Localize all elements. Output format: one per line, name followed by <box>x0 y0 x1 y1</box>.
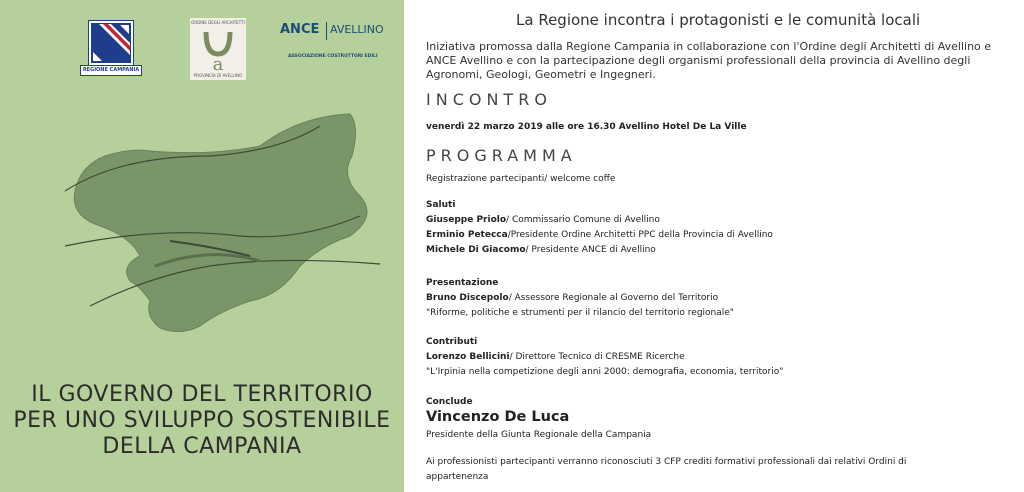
speaker-name: Giuseppe Priolo <box>426 215 507 225</box>
ance-name: ANCE <box>280 22 320 37</box>
svg-text:a: a <box>212 54 224 75</box>
ordine-logo-top-text: ORDINE DEGLI ARCHITETTI <box>191 20 245 25</box>
speaker-role: /Presidente Ordine Architetti PPC della Provincia di Avellino <box>507 230 773 240</box>
contributi-title: "L'Irpinia nella competizione degli anni 2000: demografia, economia, territorio" <box>426 367 784 377</box>
left-panel <box>0 0 404 492</box>
presentazione-speaker <box>426 291 718 306</box>
ordine-logo-bottom-text: PROVINCIA DI AVELLINO <box>193 73 243 78</box>
conclude-heading: Conclude <box>426 397 473 407</box>
programma-heading: PROGRAMMA <box>426 146 577 165</box>
regione-campania-logo <box>78 20 142 76</box>
cfp-note-line-1: Ai professionisti partecipanti verranno riconosciuti 3 CFP crediti formativi professionali dai relativi Ordini di <box>426 457 907 467</box>
campania-logo-label: REGIONE CAMPANIA <box>80 65 142 76</box>
speaker-role: / Direttore Tecnico di CRESME Ricerche <box>509 352 685 362</box>
ance-divider <box>326 22 327 40</box>
cfp-note-line-2: appartenenza <box>426 472 489 482</box>
registration-line: Registrazione partecipanti/ welcome coffe <box>426 174 616 184</box>
presentazione-heading: Presentazione <box>426 278 499 288</box>
presentazione-title: "Riforme, politiche e strumenti per il rilancio del territorio regionale" <box>426 308 734 318</box>
speaker-name: Lorenzo Bellicini <box>426 352 510 362</box>
page-title: La Regione incontra i protagonisti e le comunità locali <box>516 11 921 29</box>
incontro-heading: INCONTRO <box>426 90 552 109</box>
ance-city: AVELLINO <box>330 23 384 36</box>
saluti-heading: Saluti <box>426 200 456 210</box>
ance-subtitle: ASSOCIAZIONE COSTRUTTORI EDILI <box>288 54 378 59</box>
conclude-speaker-role: Presidente della Giunta Regionale della Campania <box>426 430 652 440</box>
speaker-name: Erminio Petecca <box>426 230 508 240</box>
headline-line-2: PER UNO SVILUPPO SOSTENIBILE <box>13 408 391 433</box>
ordine-architetti-logo <box>190 18 246 80</box>
speaker-name: Michele Di Giacomo <box>426 245 526 255</box>
ance-logo <box>280 22 384 62</box>
intro-paragraph: Iniziativa promossa dalla Regione Campania in collaborazione con l'Ordine degli Architetti di Avellino e ANCE Avellino e con la partecipazione degli organismi professionali della provincia di Avellino degli Agronomi, Geologi, Geometri e Ingegneri. <box>426 40 992 81</box>
saluti-item <box>426 228 773 243</box>
logo-bar <box>0 0 404 90</box>
speaker-role: / Commissario Comune di Avellino <box>506 215 660 225</box>
ordine-emblem-icon <box>190 18 246 80</box>
contributi-heading: Contributi <box>426 337 478 347</box>
saluti-item <box>426 243 656 258</box>
headline-line-1: IL GOVERNO DEL TERRITORIO <box>31 382 373 407</box>
contributi-speaker <box>426 350 685 365</box>
territory-map <box>60 96 390 336</box>
speaker-role: / Assessore Regionale al Governo del Territorio <box>508 293 719 303</box>
saluti-item <box>426 213 660 228</box>
speaker-name: Bruno Discepolo <box>426 293 509 303</box>
headline-line-3: DELLA CAMPANIA <box>102 434 302 459</box>
campania-shield-icon <box>88 20 134 66</box>
right-panel <box>424 0 1020 492</box>
conclude-speaker-name: Vincenzo De Luca <box>426 409 570 425</box>
speaker-role: / Presidente ANCE di Avellino <box>525 245 656 255</box>
event-details: venerdì 22 marzo 2019 alle ore 16.30 Avellino Hotel De La Ville <box>426 122 747 132</box>
event-headline <box>0 382 404 460</box>
